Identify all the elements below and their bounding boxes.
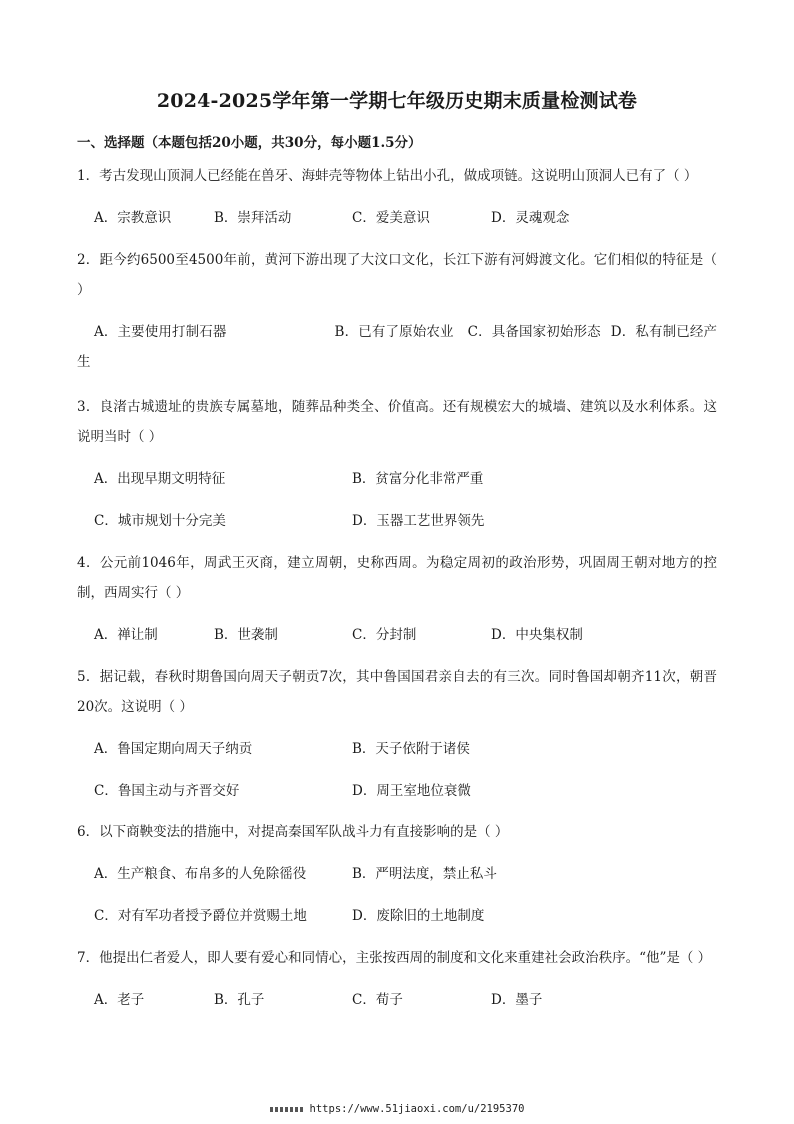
option-a[interactable]: A．老子 [94,992,145,1008]
option-d[interactable]: D．灵魂观念 [491,210,570,226]
option-a[interactable]: A．主要使用打制石器 [94,324,227,340]
option-row [77,317,717,377]
question-1 [77,161,717,233]
option-row [77,901,717,931]
option-a[interactable]: A．生产粮食、布帛多的人免除徭役 [94,866,307,882]
option-c[interactable]: C．鲁国主动与齐晋交好 [94,783,240,799]
option-row [77,620,717,650]
option-b[interactable]: B．孔子 [214,992,265,1008]
question-stem: 3．良渚古城遗址的贵族专属墓地，随葬品种类全、价值高。还有规模宏大的城墙、建筑以及水利体系。这说明当时（ ） [77,399,717,445]
option-d[interactable]: D．中央集权制 [491,627,583,643]
option-b[interactable]: B．崇拜活动 [214,210,292,226]
question-stem: 4．公元前1046年，周武王灭商，建立周朝，史称西周。为稳定周初的政治形势，巩固周王朝对地方的控制，西周实行（ ） [77,555,717,601]
watermark-logo-icon [270,1107,304,1112]
section-heading: 一、选择题（本题包括20小题，共30分，每小题1.5分） [77,135,422,151]
question-7 [77,943,717,1015]
question-5 [77,662,717,806]
question-2 [77,245,717,377]
option-row [77,776,717,806]
question-stem: 2．距今约6500至4500年前，黄河下游出现了大汶口文化，长江下游有河姆渡文化。它们相似的特征是（ ） [77,252,717,298]
question-stem: 5．据记载，春秋时期鲁国向周天子朝贡7次，其中鲁国国君亲自去的有三次。同时鲁国却朝齐11次，朝晋20次。这说明（ ） [77,669,717,715]
question-stem: 6．以下商鞅变法的措施中，对提高秦国军队战斗力有直接影响的是（ ） [77,824,509,840]
footer [0,1103,794,1115]
option-a[interactable]: A．禅让制 [94,627,158,643]
question-stem: 1．考古发现山顶洞人已经能在兽牙、海蚌壳等物体上钻出小孔，做成项链。这说明山顶洞人已有了（ ） [77,168,698,184]
question-4 [77,548,717,650]
option-c[interactable]: C．荀子 [352,992,403,1008]
option-b[interactable]: B．天子依附于诸侯 [352,741,470,757]
option-c[interactable]: C．对有军功者授予爵位并赏赐土地 [94,908,307,924]
option-c[interactable]: C．爱美意识 [352,210,430,226]
question-stem: 7．他提出仁者爱人，即人要有爱心和同情心，主张按西周的制度和文化来重建社会政治秩序。“他”是（ ） [77,950,712,966]
option-c[interactable]: C．分封制 [352,627,417,643]
option-row [77,859,717,889]
option-d[interactable]: D．私有制已经产生 [77,324,717,370]
option-row [77,203,717,233]
option-row [77,734,717,764]
question-6 [77,817,717,931]
option-c[interactable]: C．具备国家初始形态 [467,324,601,340]
footer-url[interactable]: https://www.51jiaoxi.com/u/2195370 [309,1103,525,1115]
option-row [77,464,717,494]
option-d[interactable]: D．墨子 [491,992,543,1008]
option-d[interactable]: D．周王室地位衰微 [352,783,471,799]
option-d[interactable]: D．玉器工艺世界领先 [352,513,485,529]
option-b[interactable]: B．贫富分化非常严重 [352,471,484,487]
option-row [77,506,717,536]
option-b[interactable]: B．已有了原始农业 [334,324,454,340]
question-3 [77,392,717,536]
option-b[interactable]: B．严明法度，禁止私斗 [352,866,497,882]
option-a[interactable]: A．出现早期文明特征 [94,471,226,487]
option-b[interactable]: B．世袭制 [214,627,278,643]
option-a[interactable]: A．鲁国定期向周天子纳贡 [94,741,253,757]
option-a[interactable]: A．宗教意识 [94,210,172,226]
option-row [77,985,717,1015]
page-title: 2024-2025学年第一学期七年级历史期末质量检测试卷 [156,90,638,112]
option-c[interactable]: C．城市规划十分完美 [94,513,226,529]
option-d[interactable]: D．废除旧的土地制度 [352,908,485,924]
